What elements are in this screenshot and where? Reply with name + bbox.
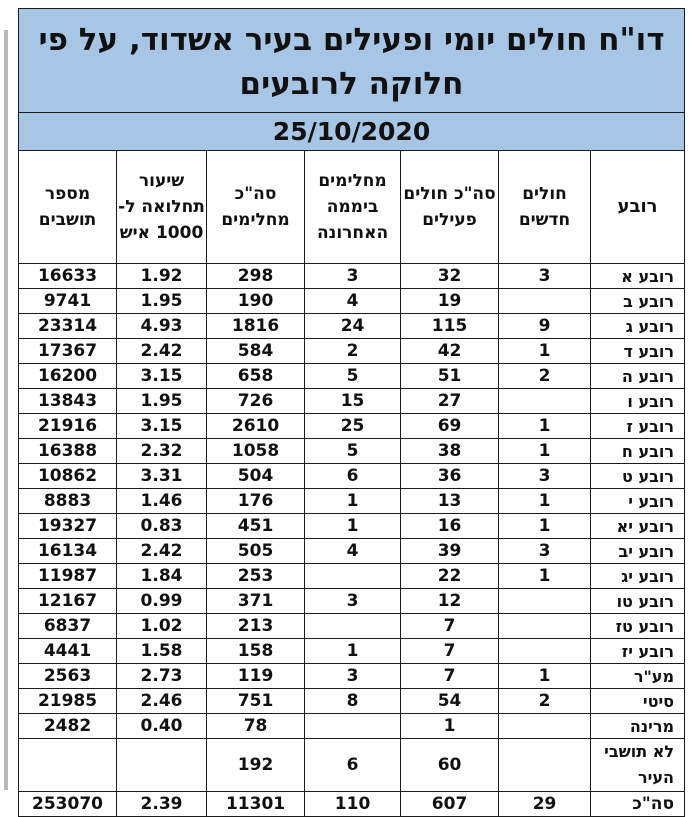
cell-recovered-day: 3 xyxy=(305,589,401,614)
cell-new xyxy=(499,614,591,639)
cell-rate: 2.32 xyxy=(117,439,207,464)
table-row xyxy=(19,564,685,589)
cell-recovered-total: 658 xyxy=(207,364,305,389)
cell-active: 36 xyxy=(401,464,499,489)
cell-rate: 0.83 xyxy=(117,514,207,539)
cell-recovered-day: 3 xyxy=(305,664,401,689)
cell-residents: 10862 xyxy=(19,464,117,489)
cell-neighborhood: רובע יא xyxy=(591,514,685,539)
cell-new: 1 xyxy=(499,514,591,539)
cell-recovered-day: 24 xyxy=(305,314,401,339)
cell-neighborhood: רובע ט xyxy=(591,464,685,489)
cell-neighborhood: רובע ד xyxy=(591,339,685,364)
cell-active: 39 xyxy=(401,539,499,564)
table-row xyxy=(19,389,685,414)
cell-rate: 4.93 xyxy=(117,314,207,339)
table-row xyxy=(19,414,685,439)
cell-residents: 2563 xyxy=(19,664,117,689)
cell-active: 1 xyxy=(401,714,499,739)
cell-active: 54 xyxy=(401,689,499,714)
cell-new: 9 xyxy=(499,314,591,339)
table-row xyxy=(19,339,685,364)
table-row xyxy=(19,364,685,389)
cell-recovered-day xyxy=(305,714,401,739)
table-row xyxy=(19,539,685,564)
cell-active: 7 xyxy=(401,614,499,639)
cell-residents: 6837 xyxy=(19,614,117,639)
cell-residents: 12167 xyxy=(19,589,117,614)
cell-active: 7 xyxy=(401,639,499,664)
table-row xyxy=(19,264,685,289)
cell-active: 16 xyxy=(401,514,499,539)
cell-new xyxy=(499,714,591,739)
cell-active: 69 xyxy=(401,414,499,439)
cell-recovered-day: 4 xyxy=(305,539,401,564)
report-sheet xyxy=(18,8,684,817)
cell-rate: 3.15 xyxy=(117,364,207,389)
cell-residents: 21916 xyxy=(19,414,117,439)
table-row xyxy=(19,289,685,314)
cell-residents: 17367 xyxy=(19,339,117,364)
cell-new: 1 xyxy=(499,489,591,514)
cell-new: 29 xyxy=(499,792,591,817)
cell-new: 1 xyxy=(499,564,591,589)
cell-recovered-day: 15 xyxy=(305,389,401,414)
cell-recovered-day: 1 xyxy=(305,489,401,514)
cell-recovered-day: 5 xyxy=(305,364,401,389)
cell-recovered-total: 213 xyxy=(207,614,305,639)
cell-rate xyxy=(117,739,207,792)
table-row xyxy=(19,714,685,739)
table-row xyxy=(19,439,685,464)
cell-neighborhood: רובע י xyxy=(591,489,685,514)
header-total-recovered: סה"כ מחלימים xyxy=(207,151,305,264)
cell-new: 3 xyxy=(499,264,591,289)
column-headers xyxy=(19,151,685,264)
cell-recovered-day: 8 xyxy=(305,689,401,714)
cell-rate: 1.84 xyxy=(117,564,207,589)
cell-neighborhood: רובע טו xyxy=(591,589,685,614)
cell-residents: 16633 xyxy=(19,264,117,289)
cell-recovered-day: 6 xyxy=(305,464,401,489)
cell-recovered-total: 190 xyxy=(207,289,305,314)
cell-rate: 1.95 xyxy=(117,389,207,414)
cell-rate: 2.46 xyxy=(117,689,207,714)
cell-new: 1 xyxy=(499,339,591,364)
cell-rate: 3.31 xyxy=(117,464,207,489)
cell-new xyxy=(499,739,591,792)
table-body xyxy=(19,264,685,739)
scroll-edge xyxy=(4,30,8,790)
cell-neighborhood: רובע ב xyxy=(591,289,685,314)
cell-recovered-total: 253 xyxy=(207,564,305,589)
cell-recovered-total: 158 xyxy=(207,639,305,664)
cell-residents xyxy=(19,739,117,792)
cell-recovered-total: 371 xyxy=(207,589,305,614)
cell-rate: 2.42 xyxy=(117,539,207,564)
cell-active: 51 xyxy=(401,364,499,389)
cell-recovered-day: 2 xyxy=(305,339,401,364)
cell-neighborhood: סיטי xyxy=(591,689,685,714)
cell-recovered-total: 504 xyxy=(207,464,305,489)
cell-recovered-day: 4 xyxy=(305,289,401,314)
table-row xyxy=(19,689,685,714)
cell-rate: 1.95 xyxy=(117,289,207,314)
cell-recovered-total: 298 xyxy=(207,264,305,289)
cell-recovered-total: 2610 xyxy=(207,414,305,439)
report-date: 25/10/2020 xyxy=(19,113,685,151)
cell-recovered-day: 3 xyxy=(305,264,401,289)
cell-active: 12 xyxy=(401,589,499,614)
table-row xyxy=(19,614,685,639)
cell-active: 60 xyxy=(401,739,499,792)
cell-recovered-total: 505 xyxy=(207,539,305,564)
cell-active: 7 xyxy=(401,664,499,689)
cell-new xyxy=(499,389,591,414)
report-title: דו"ח חולים יומי ופעילים בעיר אשדוד, על פי חלוקה לרובעים xyxy=(19,9,685,113)
cell-recovered-total: 176 xyxy=(207,489,305,514)
cell-residents: 8883 xyxy=(19,489,117,514)
table-row xyxy=(19,664,685,689)
cell-neighborhood: רובע ו xyxy=(591,389,685,414)
cell-active: 27 xyxy=(401,389,499,414)
cell-rate: 1.58 xyxy=(117,639,207,664)
cell-rate: 1.02 xyxy=(117,614,207,639)
cell-neighborhood: רובע יב xyxy=(591,539,685,564)
header-total-active: סה"כ חולים פעילים xyxy=(401,151,499,264)
table-row xyxy=(19,464,685,489)
cell-residents: 11987 xyxy=(19,564,117,589)
cell-new: 2 xyxy=(499,689,591,714)
cell-neighborhood: רובע ח xyxy=(591,439,685,464)
cell-new xyxy=(499,289,591,314)
cell-active: 13 xyxy=(401,489,499,514)
cell-active: 22 xyxy=(401,564,499,589)
cell-residents: 16134 xyxy=(19,539,117,564)
cell-new: 2 xyxy=(499,364,591,389)
cell-rate: 0.99 xyxy=(117,589,207,614)
table-row xyxy=(19,514,685,539)
cell-rate: 1.46 xyxy=(117,489,207,514)
cell-new xyxy=(499,639,591,664)
table-row xyxy=(19,314,685,339)
cell-residents: 16200 xyxy=(19,364,117,389)
cell-recovered-total: 192 xyxy=(207,739,305,792)
cell-new: 3 xyxy=(499,539,591,564)
cell-rate: 2.73 xyxy=(117,664,207,689)
cell-residents: 13843 xyxy=(19,389,117,414)
cell-residents: 21985 xyxy=(19,689,117,714)
header-recovered-last-day: מחלימים ביממה האחרונה xyxy=(305,151,401,264)
cell-new xyxy=(499,589,591,614)
cell-neighborhood: רובע יז xyxy=(591,639,685,664)
header-new-patients: חולים חדשים xyxy=(499,151,591,264)
cell-new: 1 xyxy=(499,664,591,689)
table-row xyxy=(19,589,685,614)
cell-new: 1 xyxy=(499,439,591,464)
cell-residents: 2482 xyxy=(19,714,117,739)
cell-recovered-total: 451 xyxy=(207,514,305,539)
cell-rate: 2.39 xyxy=(117,792,207,817)
cell-recovered-total: 726 xyxy=(207,389,305,414)
cell-active: 19 xyxy=(401,289,499,314)
cell-recovered-day: 25 xyxy=(305,414,401,439)
cell-active: 38 xyxy=(401,439,499,464)
cell-neighborhood: לא תושבי העיר xyxy=(591,739,685,792)
cell-rate: 3.15 xyxy=(117,414,207,439)
cell-recovered-day: 5 xyxy=(305,439,401,464)
cell-neighborhood: רובע יג xyxy=(591,564,685,589)
cell-neighborhood: רובע ה xyxy=(591,364,685,389)
cell-residents: 19327 xyxy=(19,514,117,539)
cell-recovered-day: 6 xyxy=(305,739,401,792)
cell-neighborhood: רובע ז xyxy=(591,414,685,439)
report-table xyxy=(18,8,685,817)
cell-recovered-day: 1 xyxy=(305,639,401,664)
header-morbidity-rate: שיעור תחלואה ל- 1000 איש xyxy=(117,151,207,264)
cell-recovered-day: 1 xyxy=(305,514,401,539)
cell-recovered-total: 1058 xyxy=(207,439,305,464)
cell-residents: 23314 xyxy=(19,314,117,339)
header-neighborhood: רובע xyxy=(591,151,685,264)
cell-recovered-total: 119 xyxy=(207,664,305,689)
cell-neighborhood: סה"כ xyxy=(591,792,685,817)
cell-neighborhood: מע"ר xyxy=(591,664,685,689)
cell-new: 1 xyxy=(499,414,591,439)
cell-recovered-day xyxy=(305,564,401,589)
cell-rate: 2.42 xyxy=(117,339,207,364)
cell-neighborhood: רובע ג xyxy=(591,314,685,339)
table-row xyxy=(19,489,685,514)
cell-active: 607 xyxy=(401,792,499,817)
cell-recovered-total: 11301 xyxy=(207,792,305,817)
table-row xyxy=(19,639,685,664)
cell-recovered-day xyxy=(305,614,401,639)
header-residents: מספר תושבים xyxy=(19,151,117,264)
cell-residents: 253070 xyxy=(19,792,117,817)
non-residents-row xyxy=(19,739,685,792)
cell-residents: 9741 xyxy=(19,289,117,314)
cell-new: 3 xyxy=(499,464,591,489)
cell-residents: 4441 xyxy=(19,639,117,664)
cell-rate: 1.92 xyxy=(117,264,207,289)
cell-rate: 0.40 xyxy=(117,714,207,739)
cell-neighborhood: רובע טז xyxy=(591,614,685,639)
cell-recovered-total: 1816 xyxy=(207,314,305,339)
cell-residents: 16388 xyxy=(19,439,117,464)
cell-recovered-total: 78 xyxy=(207,714,305,739)
cell-active: 42 xyxy=(401,339,499,364)
cell-active: 32 xyxy=(401,264,499,289)
cell-recovered-total: 584 xyxy=(207,339,305,364)
cell-recovered-total: 751 xyxy=(207,689,305,714)
cell-neighborhood: מרינה xyxy=(591,714,685,739)
cell-recovered-day: 110 xyxy=(305,792,401,817)
cell-neighborhood: רובע א xyxy=(591,264,685,289)
cell-active: 115 xyxy=(401,314,499,339)
